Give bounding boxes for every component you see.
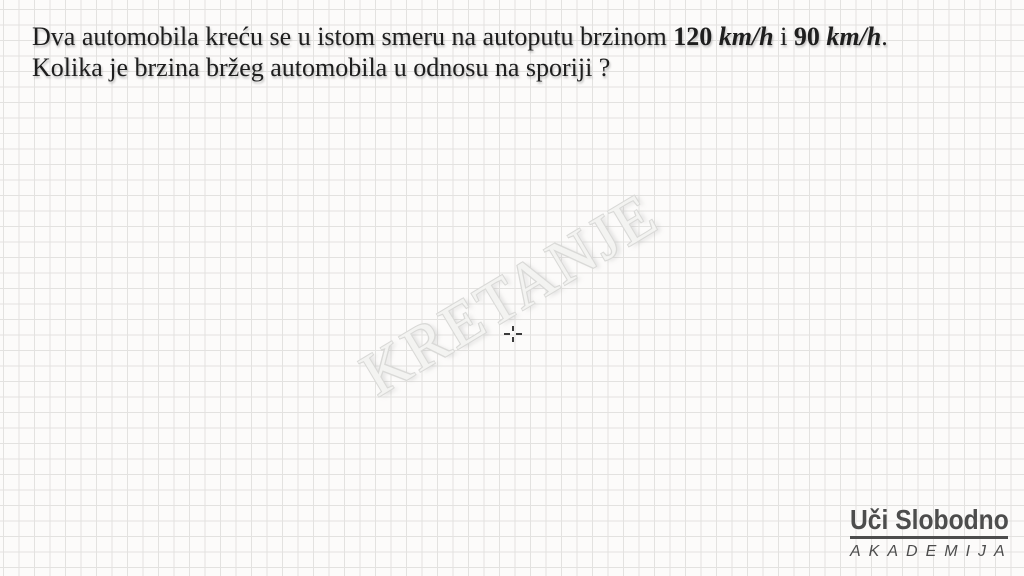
logo-underline — [850, 536, 1008, 539]
speed-value-1: 120 — [673, 22, 713, 51]
logo-subtitle: AKADEMIJA — [850, 543, 1013, 560]
speed-unit-2: km/h — [826, 22, 882, 51]
speed-value-2: 90 — [793, 22, 820, 51]
problem-statement — [32, 21, 888, 83]
problem-line-2: Kolika je brzina bržeg automobila u odnosu na sporiji ? — [32, 53, 611, 82]
kretanje-watermark: KRETANJE — [349, 179, 670, 410]
speed-unit-1: km/h — [718, 22, 774, 51]
logo-title: Uči Slobodno — [850, 504, 1009, 535]
problem-line-1-text: Dva automobila kreću se u istom smeru na autoputu brzinom — [32, 22, 667, 51]
conjunction: i — [780, 22, 788, 51]
sentence-period: . — [881, 22, 888, 51]
uci-slobodno-logo — [850, 504, 1013, 561]
crosshair-cursor — [503, 324, 523, 344]
problem-line-1 — [32, 21, 888, 52]
